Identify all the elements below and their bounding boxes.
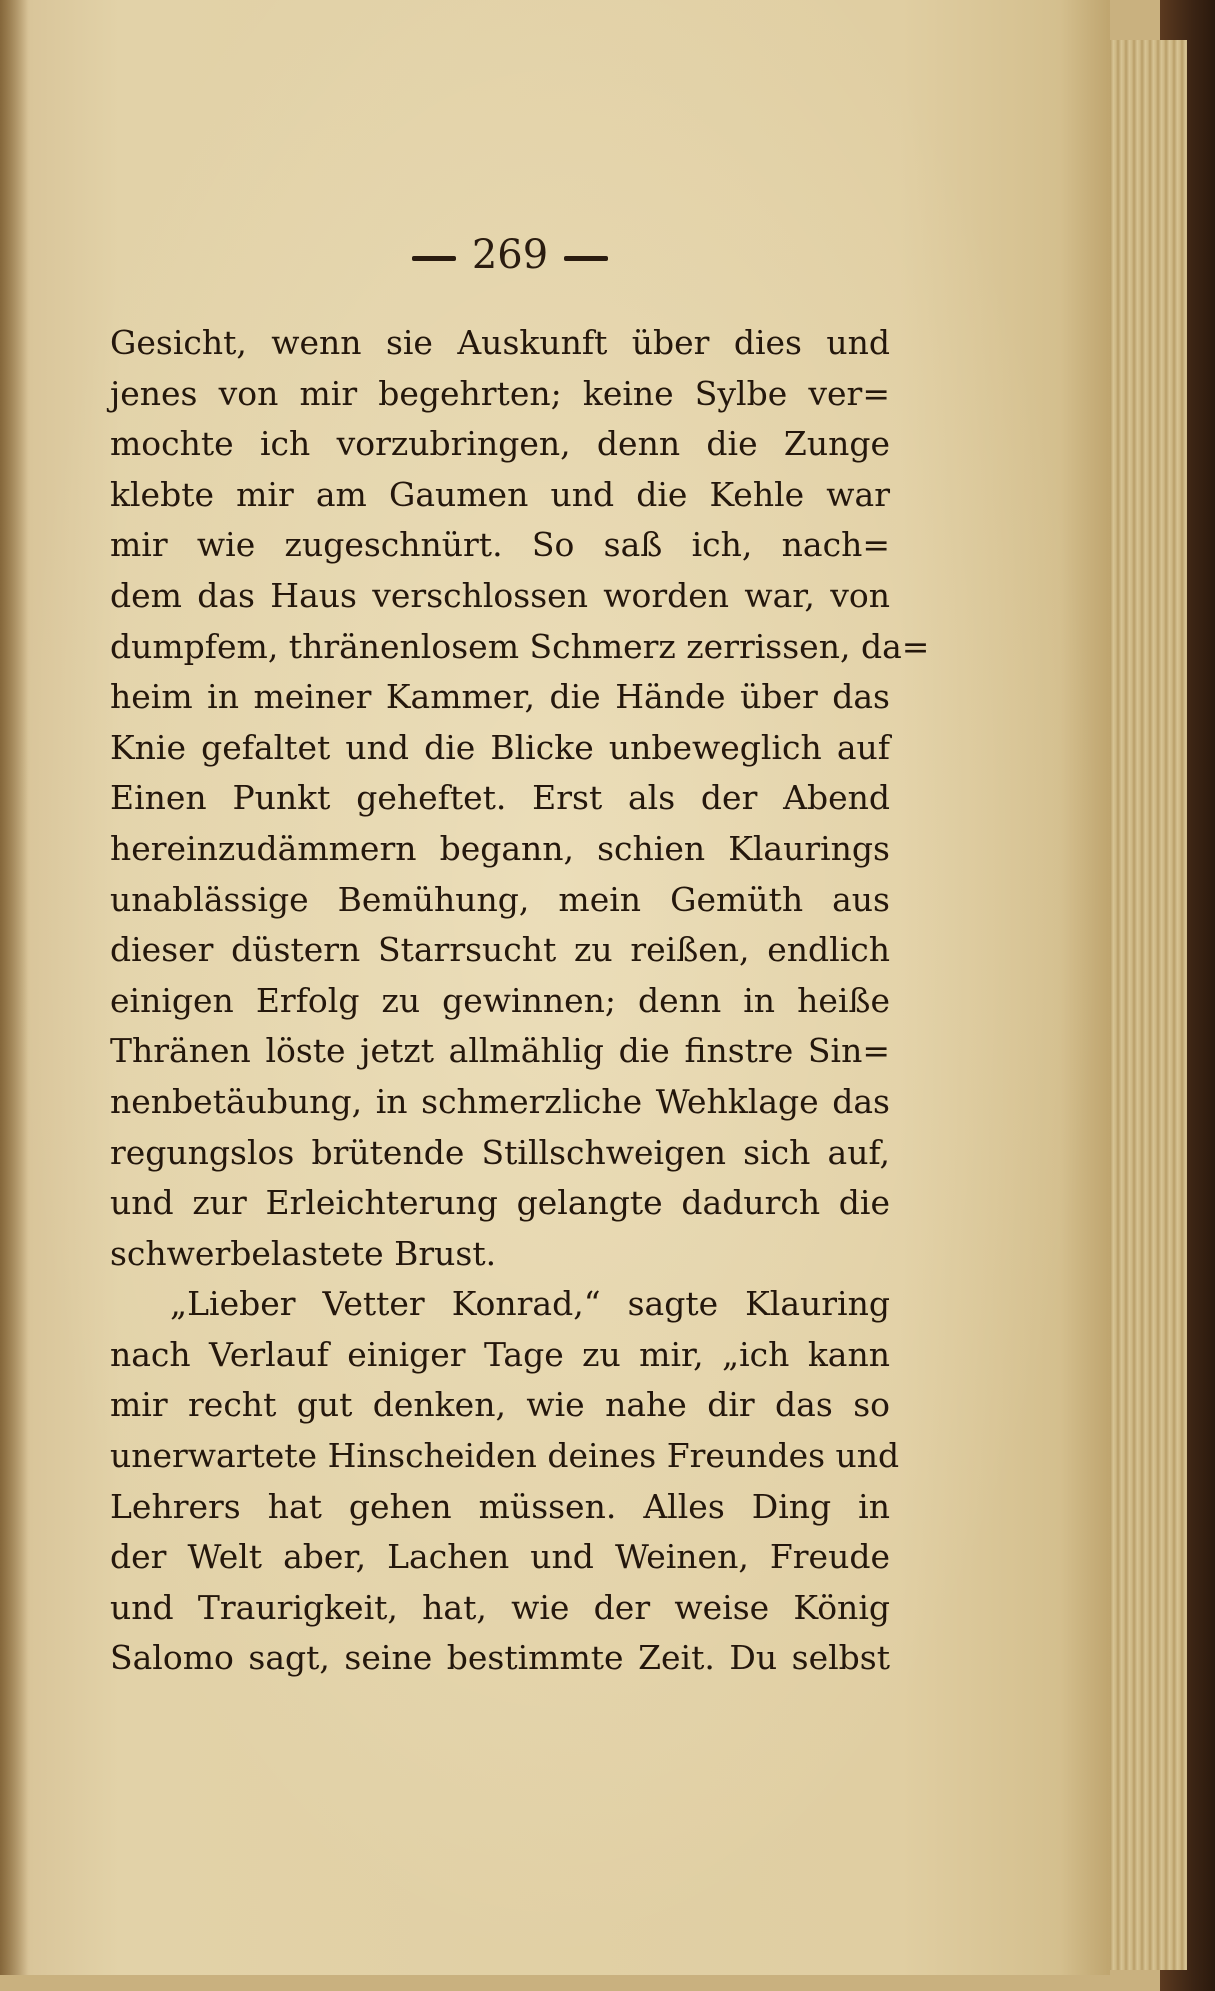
body-text [110, 318, 930, 1684]
paragraph-end-line: schwerbelastete Brust. [110, 1233, 497, 1273]
text-line: der Welt aber, Lachen und Weinen, Freude [110, 1537, 890, 1577]
text-line: Einen Punkt geheftet. Erst als der Abend [110, 778, 890, 818]
paragraph-start-line: „Lieber Vetter Konrad,“ sagte Klauring [170, 1284, 890, 1324]
text-line: dieser düstern Starrsucht zu reißen, endlich [110, 930, 890, 970]
text-line: und Traurigkeit, hat, wie der weise König [110, 1587, 890, 1627]
text-line: mir recht gut denken, wie nahe dir das so [110, 1385, 890, 1425]
text-line: jenes von mir begehrten; keine Sylbe ver= [110, 373, 890, 413]
page-number: 269 [471, 232, 549, 278]
text-line: dumpfem, thränenlosem Schmerz zerrissen, da= [110, 626, 930, 666]
text-line: klebte mir am Gaumen und die Kehle war [110, 474, 890, 514]
gutter-shadow [0, 0, 28, 1975]
page-header [360, 232, 660, 278]
text-line: dem das Haus verschlossen worden war, von [110, 575, 890, 615]
text-line: Salomo sagt, seine bestimmte Zeit. Du selbst [110, 1638, 890, 1678]
text-line: unerwartete Hinscheiden deines Freundes und [110, 1436, 900, 1476]
text-line: und zur Erleichterung gelangte dadurch die [110, 1183, 890, 1223]
text-line: Gesicht, wenn sie Auskunft über dies und [110, 323, 890, 362]
text-line: unablässige Bemühung, mein Gemüth aus [110, 879, 890, 919]
header-rule-right [564, 256, 608, 261]
text-line: Thränen löste jetzt allmählig die finstre Sin= [110, 1031, 890, 1071]
text-line: mochte ich vorzubringen, denn die Zunge [110, 424, 890, 464]
header-rule-left [412, 256, 456, 261]
text-line: Lehrers hat gehen müssen. Alles Ding in [110, 1486, 890, 1526]
text-line: nach Verlauf einiger Tage zu mir, „ich kann [110, 1334, 890, 1374]
text-line: einigen Erfolg zu gewinnen; denn in heiße [110, 980, 890, 1020]
text-line: mir wie zugeschnürt. So saß ich, nach= [110, 525, 890, 565]
text-line: Knie gefaltet und die Blicke unbeweglich auf [110, 727, 890, 767]
text-line: nenbetäubung, in schmerzliche Wehklage das [110, 1081, 890, 1121]
text-line: heim in meiner Kammer, die Hände über das [110, 677, 890, 717]
text-line: regungslos brütende Stillschweigen sich auf, [110, 1132, 890, 1172]
text-line: hereinzudämmern begann, schien Klaurings [110, 828, 890, 868]
